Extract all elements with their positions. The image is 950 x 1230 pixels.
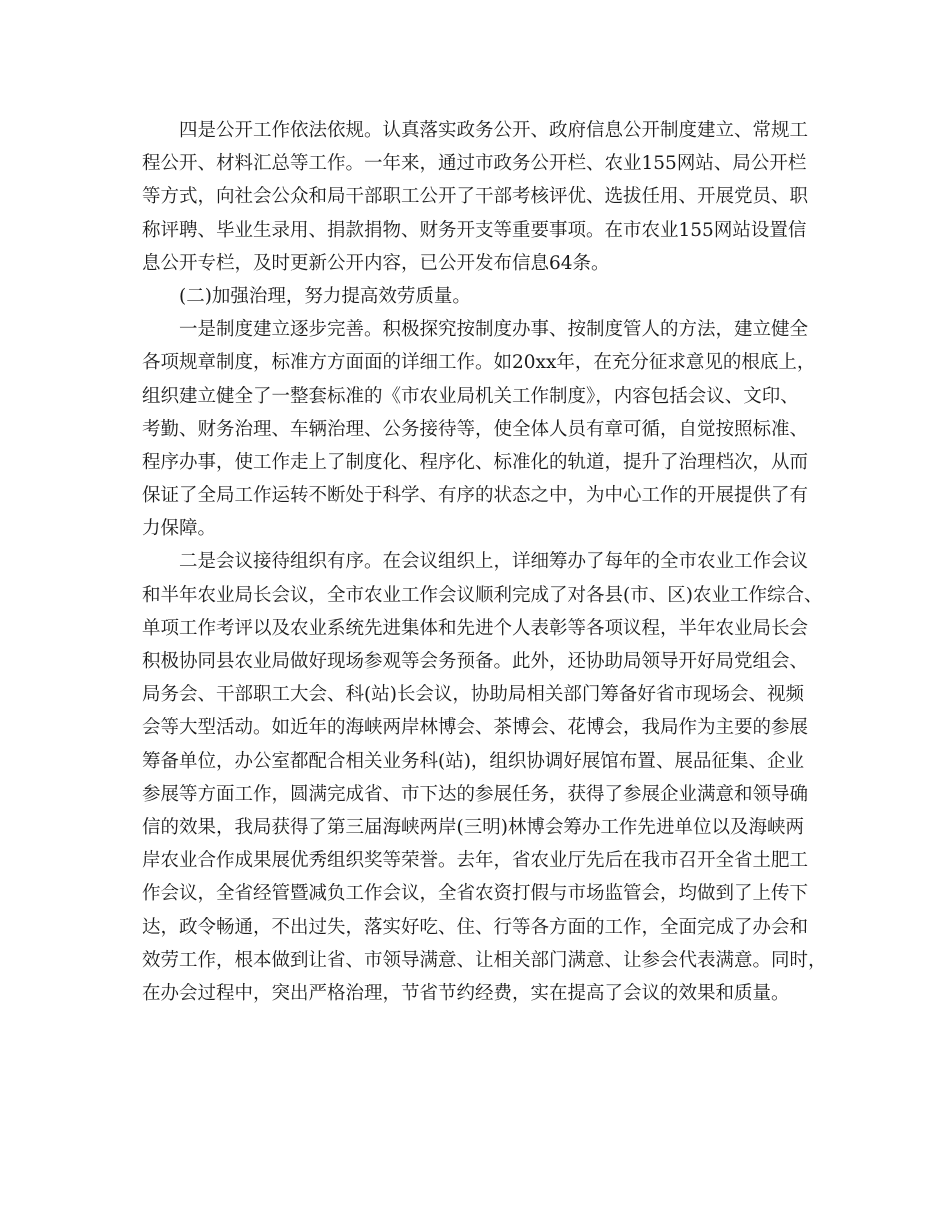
text-line: 各项规章制度，标准方方面面的详细工作。如20xx年，在充分征求意见的根底上， (142, 352, 816, 374)
text-line: 一是制度建立逐步完善。积极探究按制度办事、按制度管人的方法，建立健全 (179, 319, 809, 341)
text-line: 四是公开工作依法依规。认真落实政务公开、政府信息公开制度建立、常规工 (179, 120, 809, 141)
text-line: 考勤、财务治理、车辆治理、公务接待等，使全体人员有章可循，自觉按照标准、 (142, 418, 809, 440)
document-body (142, 114, 827, 1010)
text-line: 等方式，向社会公众和局干部职工公开了干部考核评优、选拔任用、开展党员、职 (142, 186, 809, 208)
text-line: 力保障。 (142, 518, 217, 540)
text-line: 单项工作考评以及农业系统先进集体和先进个人表彰等各项议程，半年农业局长会 (142, 617, 809, 639)
text-line: 参展等方面工作，圆满完成省、市下达的参展任务，获得了参展企业满意和领导确 (142, 783, 809, 805)
text-line: 二是会议接待组织有序。在会议组织上，详细筹办了每年的全市农业工作会议 (179, 551, 809, 573)
text-line: 效劳工作，根本做到让省、市领导满意、让相关部门满意、让参会代表满意。同时， (142, 949, 827, 971)
text-line: 筹备单位，办公室都配合相关业务科(站)，组织协调好展馆布置、展品征集、企业 (142, 750, 804, 772)
paragraph-p3 (142, 313, 822, 545)
text-line: (二)加强治理，努力提高效劳质量。 (179, 285, 471, 307)
text-line: 积极协同县农业局做好现场参观等会务预备。此外，还协助局领导开好局党组会、 (142, 651, 809, 672)
paragraph-p4 (142, 545, 827, 1010)
text-line: 作会议，全省经管暨减负工作会议，全省农资打假与市场监管会，均做到了上传下 (142, 883, 809, 905)
paragraph-p1 (142, 114, 822, 280)
text-line: 会等大型活动。如近年的海峡两岸林博会、茶博会、花博会，我局作为主要的参展 (142, 717, 809, 739)
text-line: 岸农业合作成果展优秀组织奖等荣誉。去年，省农业厅先后在我市召开全省土肥工 (142, 850, 809, 872)
text-line: 程公开、材料汇总等工作。一年来，通过市政务公开栏、农业155网站、局公开栏 (142, 153, 807, 175)
text-line: 和半年农业局长会议，全市农业工作会议顺利完成了对各县(市、区)农业工作综合、 (142, 584, 823, 606)
text-line: 局务会、干部职工大会、科(站)长会议，协助局相关部门筹备好省市现场会、视频 (142, 684, 804, 706)
text-line: 息公开专栏，及时更新公开内容，已公开发布信息64条。 (142, 252, 610, 274)
text-line: 信的效果，我局获得了第三届海峡两岸(三明)林博会筹办工作先进单位以及海峡两 (142, 816, 804, 838)
paragraph-p2 (142, 280, 822, 313)
text-line: 在办会过程中，突出严格治理，节省节约经费，实在提高了会议的效果和质量。 (142, 982, 790, 1004)
text-line: 达，政令畅通，不出过失，落实好吃、住、行等各方面的工作，全面完成了办会和 (142, 916, 809, 938)
text-line: 程序办事，使工作走上了制度化、程序化、标准化的轨道，提升了治理档次，从而 (142, 451, 809, 473)
text-line: 组织建立健全了一整套标准的《市农业局机关工作制度》，内容包括会议、文印、 (142, 385, 799, 407)
text-line: 保证了全局工作运转不断处于科学、有序的状态之中，为中心工作的开展提供了有 (142, 485, 809, 507)
text-line: 称评聘、毕业生录用、捐款捐物、财务开支等重要事项。在市农业155网站设置信 (142, 219, 807, 241)
